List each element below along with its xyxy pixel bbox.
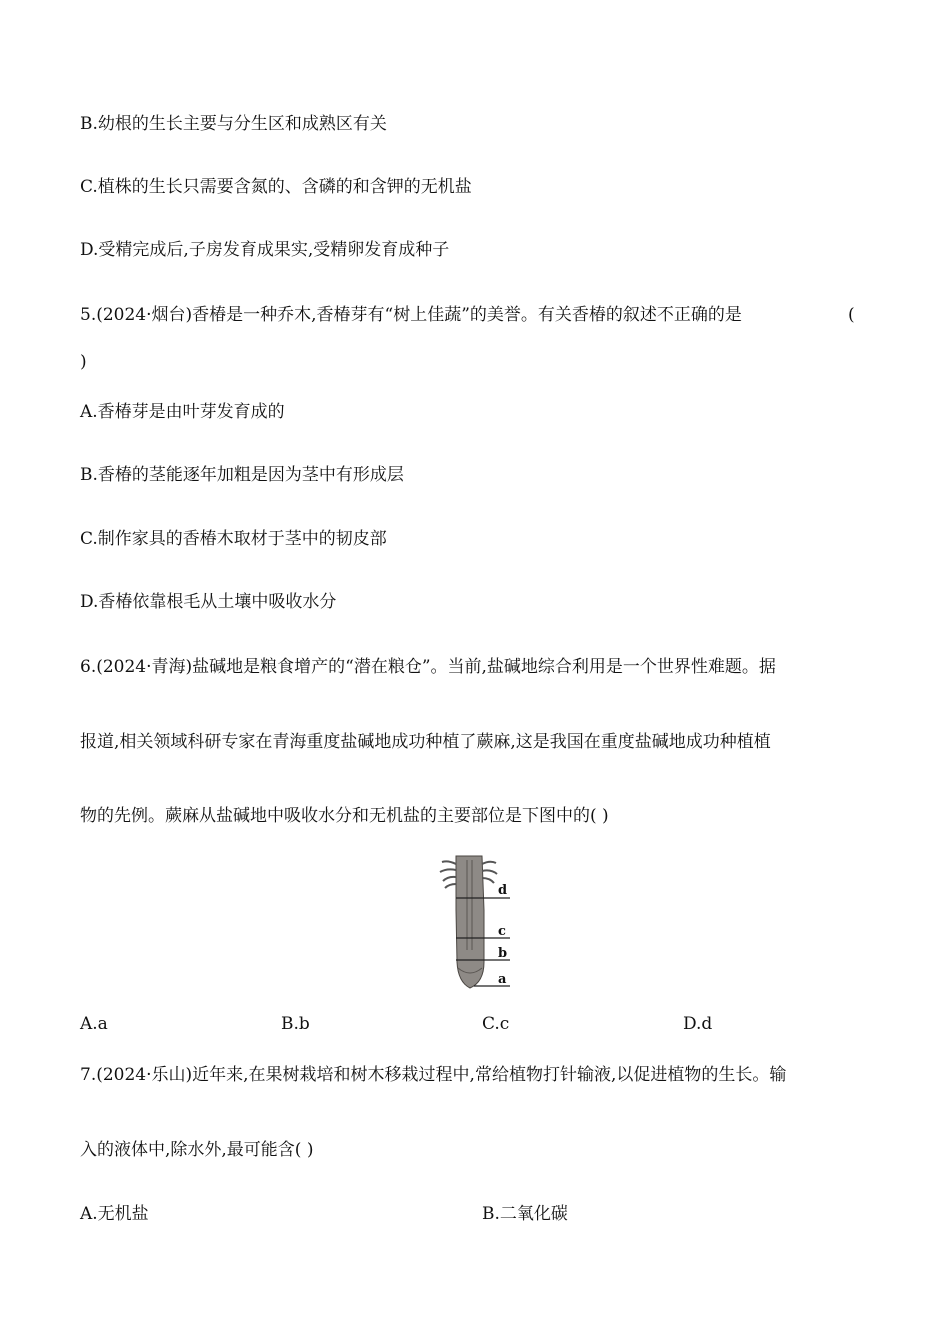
- q5-answer-paren-open: (: [848, 305, 855, 325]
- q5-option-d: D.香椿依靠根毛从土壤中吸收水分: [80, 592, 337, 612]
- q7-option-a: A.无机盐: [80, 1204, 149, 1224]
- label-d: d: [498, 883, 508, 898]
- q4-option-d: D.受精完成后,子房发育成果实,受精卵发育成种子: [80, 240, 450, 260]
- q5-option-a: A.香椿芽是由叶芽发育成的: [80, 402, 285, 422]
- q6-option-c: C.c: [482, 1014, 510, 1034]
- q6-option-d: D.d: [683, 1014, 713, 1034]
- q7-option-b: B.二氧化碳: [482, 1204, 568, 1224]
- label-c: c: [498, 924, 506, 939]
- q4-option-c: C.植株的生长只需要含氮的、含磷的和含钾的无机盐: [80, 177, 472, 197]
- q7-stem-line-1: 7.(2024·乐山)近年来,在果树栽培和树木移栽过程中,常给植物打针输液,以促进植物的生长。输: [80, 1065, 787, 1085]
- q5-answer-paren-close: ): [80, 352, 87, 372]
- root-body: [456, 856, 484, 988]
- root-tip-diagram: [434, 850, 518, 992]
- q6-option-b: B.b: [281, 1014, 310, 1034]
- q5-stem: 5.(2024·烟台)香椿是一种乔木,香椿芽有“树上佳蔬”的美誉。有关香椿的叙述不正确的是: [80, 305, 742, 325]
- q6-stem-line-2: 报道,相关领域科研专家在青海重度盐碱地成功种植了蕨麻,这是我国在重度盐碱地成功种植植: [80, 732, 771, 752]
- q5-option-b: B.香椿的茎能逐年加粗是因为茎中有形成层: [80, 465, 404, 485]
- q6-stem-line-3: 物的先例。蕨麻从盐碱地中吸收水分和无机盐的主要部位是下图中的( ): [80, 806, 609, 826]
- q5-option-c: C.制作家具的香椿木取材于茎中的韧皮部: [80, 529, 387, 549]
- q7-stem-line-2: 入的液体中,除水外,最可能含( ): [80, 1140, 314, 1160]
- root-hairs-left: [440, 861, 456, 888]
- q4-option-b: B.幼根的生长主要与分生区和成熟区有关: [80, 114, 387, 134]
- label-b: b: [498, 946, 508, 961]
- q6-stem-line-1: 6.(2024·青海)盐碱地是粮食增产的“潜在粮仓”。当前,盐碱地综合利用是一个世界性难题。据: [80, 657, 776, 677]
- q6-option-a: A.a: [80, 1014, 108, 1034]
- root-hairs-right: [482, 862, 497, 883]
- label-a: a: [498, 972, 507, 987]
